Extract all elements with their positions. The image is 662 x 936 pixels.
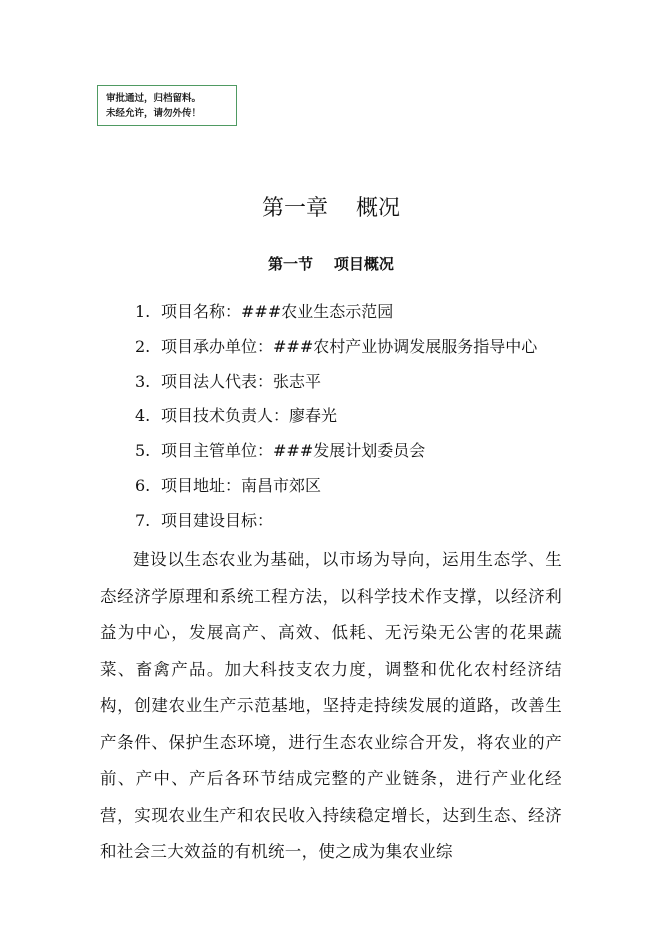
list-item: 2. 项目承办单位：###农村产业协调发展服务指导中心 [135,337,538,356]
list-item: 1. 项目名称：###农业生态示范园 [135,302,394,321]
section-title: 第一节 项目概况 [268,255,394,273]
list-item: 7. 项目建设目标： [135,511,274,530]
chapter-title: 第一章 概况 [262,196,400,221]
list-item: 3. 项目法人代表：张志平 [135,372,322,391]
stamp-line-2: 未经允许，请勿外传！ [106,108,202,119]
approval-stamp [97,85,237,126]
list-item: 5. 项目主管单位：###发展计划委员会 [135,441,426,460]
body-paragraph: 建设以生态农业为基础，以市场为导向，运用生态学、生态经济学原理和系统工程方法，以科学技术作支撑，以经济利益为中心，发展高产、高效、低耗、无污染无公害的花果蔬菜、畜禽产品。加大科技支农力度，调整和优化农村经济结构，创建农业生产示范基地，坚持走持续发展的道路，改善生产条件、保护生态环境，进行生态农业综合开发，将农业的产前、产中、产后各环节结成完整的产业链条，进行产业化经营，实现农业生产和农民收入持续稳定增长，达到生态、经济和社会三大效益的有机统一，使之成为集农业综 [100,550,562,861]
list-item: 6. 项目地址：南昌市郊区 [135,476,322,495]
list-item: 4. 项目技术负责人：廖春光 [135,406,338,425]
stamp-line-1: 审批通过，归档留料。 [106,93,202,104]
